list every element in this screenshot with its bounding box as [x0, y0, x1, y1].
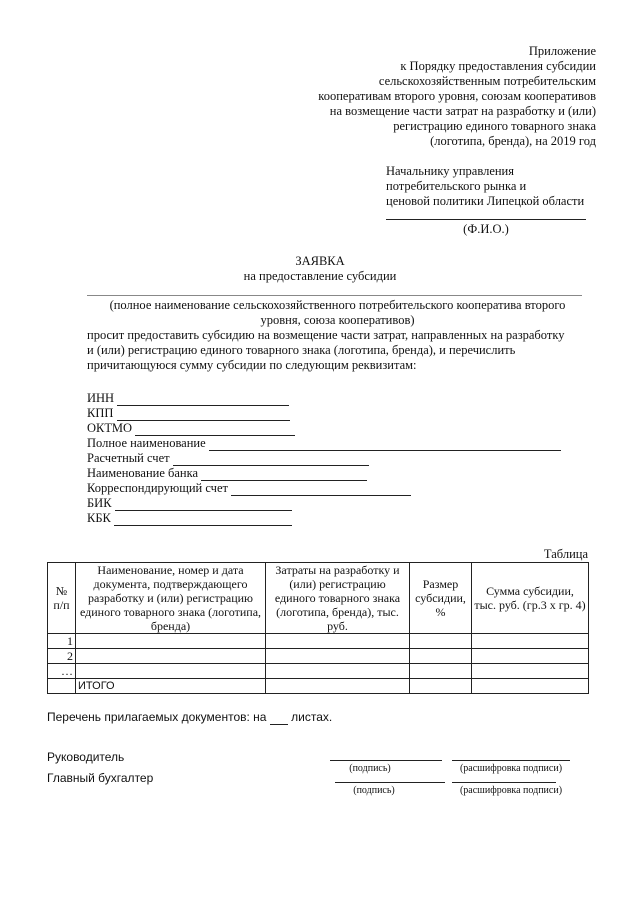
document-title	[0, 254, 640, 284]
appendix-line: кооперативам второго уровня, союзам кооперативов	[318, 89, 596, 103]
accountant-decode-caption: (расшифровка подписи)	[459, 785, 563, 796]
table-cell[interactable]	[410, 649, 472, 664]
table-cell[interactable]	[266, 679, 410, 694]
appendix-line: регистрацию единого товарного знака	[393, 119, 596, 133]
addressee-line: потребительского рынка и	[386, 179, 527, 193]
oktmo-field[interactable]	[135, 423, 295, 436]
table-cell[interactable]	[472, 649, 589, 664]
appendix-line: (логотипа, бренда), на 2019 год	[430, 134, 596, 148]
requisite-full-name: Полное наименование	[87, 436, 561, 451]
appendix-line: к Порядку предоставления субсидии	[400, 59, 596, 73]
request-paragraph	[87, 328, 597, 373]
appendix-line: Приложение	[528, 44, 596, 58]
table-cell[interactable]	[410, 679, 472, 694]
addressee-block	[386, 164, 591, 237]
subsidy-table	[47, 562, 589, 694]
table-total-row	[48, 679, 589, 694]
request-line: и (или) регистрацию единого товарного знака (логотипа, бренда), и перечислить	[87, 343, 516, 357]
requisite-corr-account: Корреспондирующий счет	[87, 481, 561, 496]
head-decode-caption: (расшифровка подписи)	[459, 763, 563, 774]
header-cell: Размер субсидии, %	[410, 563, 472, 634]
request-line: причитающуюся сумму субсидии по следующим реквизитам:	[87, 358, 417, 372]
full-name-field[interactable]	[209, 438, 561, 451]
table-cell[interactable]	[76, 649, 266, 664]
attached-text: Перечень прилагаемых документов: на	[47, 710, 267, 724]
requisites-block	[87, 391, 561, 526]
header-cell: Наименование, номер и дата документа, подтверждающего разработку и (или) регистрацию единого товарного знака (логотипа, бренда)	[76, 563, 266, 634]
table-cell[interactable]	[472, 634, 589, 649]
appendix-line: сельскохозяйственным потребительским	[378, 74, 596, 88]
requisite-inn: ИНН	[87, 391, 561, 406]
corr-account-field[interactable]	[231, 483, 411, 496]
requisite-bik: БИК	[87, 496, 561, 511]
attached-documents	[47, 710, 332, 725]
fio-line[interactable]	[386, 209, 586, 220]
table-cell[interactable]	[410, 664, 472, 679]
requisite-kbk: КБК	[87, 511, 561, 526]
bik-field[interactable]	[115, 498, 292, 511]
table-row	[48, 649, 589, 664]
kpp-field[interactable]	[117, 408, 290, 421]
org-name-line[interactable]	[87, 295, 582, 296]
account-field[interactable]	[173, 453, 369, 466]
head-sign-caption: (подпись)	[349, 763, 391, 774]
table-header-row	[48, 563, 589, 634]
table-cell[interactable]	[266, 664, 410, 679]
table-cell[interactable]	[76, 634, 266, 649]
header-cell: Затраты на разработку и (или) регистрацию единого товарного знака (логотипа, бренда), тыс. руб.	[266, 563, 410, 634]
table-cell[interactable]	[410, 634, 472, 649]
table-row	[48, 634, 589, 649]
row-number: 1	[48, 634, 76, 649]
header-cell: Сумма субсидии, тыс. руб. (гр.3 х гр. 4)	[472, 563, 589, 634]
table-cell[interactable]	[266, 649, 410, 664]
inn-field[interactable]	[117, 393, 289, 406]
row-number: 2	[48, 649, 76, 664]
appendix-block	[318, 44, 596, 149]
title-main: ЗАЯВКА	[295, 254, 345, 268]
table-cell[interactable]	[266, 634, 410, 649]
requisite-kpp: КПП	[87, 406, 561, 421]
table-caption: Таблица	[543, 547, 588, 561]
row-number: …	[48, 664, 76, 679]
fio-caption: (Ф.И.О.)	[463, 222, 509, 236]
org-caption	[80, 298, 595, 328]
kbk-field[interactable]	[114, 513, 292, 526]
request-line: просит предоставить субсидию на возмещение части затрат, направленных на разработку	[87, 328, 565, 342]
total-label: ИТОГО	[76, 679, 266, 694]
table-cell	[48, 679, 76, 694]
sheets-count-field[interactable]	[270, 713, 288, 725]
accountant-label: Главный бухгалтер	[47, 771, 154, 785]
head-label: Руководитель	[47, 750, 125, 764]
org-caption-line: уровня, союза кооперативов)	[260, 313, 415, 327]
table-row	[48, 664, 589, 679]
table-cell[interactable]	[472, 664, 589, 679]
accountant-sign-caption: (подпись)	[353, 785, 395, 796]
appendix-line: на возмещение части затрат на разработку и (или)	[329, 104, 596, 118]
bank-field[interactable]	[201, 468, 367, 481]
attached-text-end: листах.	[291, 710, 333, 724]
requisite-oktmo: ОКТМО	[87, 421, 561, 436]
addressee-line: ценовой политики Липецкой области	[386, 194, 585, 208]
org-caption-line: (полное наименование сельскохозяйственного потребительского кооператива второго	[109, 298, 566, 312]
table-cell[interactable]	[76, 664, 266, 679]
title-sub: на предоставление субсидии	[243, 269, 397, 283]
header-cell: № п/п	[48, 563, 76, 634]
requisite-bank: Наименование банка	[87, 466, 561, 481]
addressee-line: Начальнику управления	[386, 164, 514, 178]
table-cell[interactable]	[472, 679, 589, 694]
requisite-account: Расчетный счет	[87, 451, 561, 466]
